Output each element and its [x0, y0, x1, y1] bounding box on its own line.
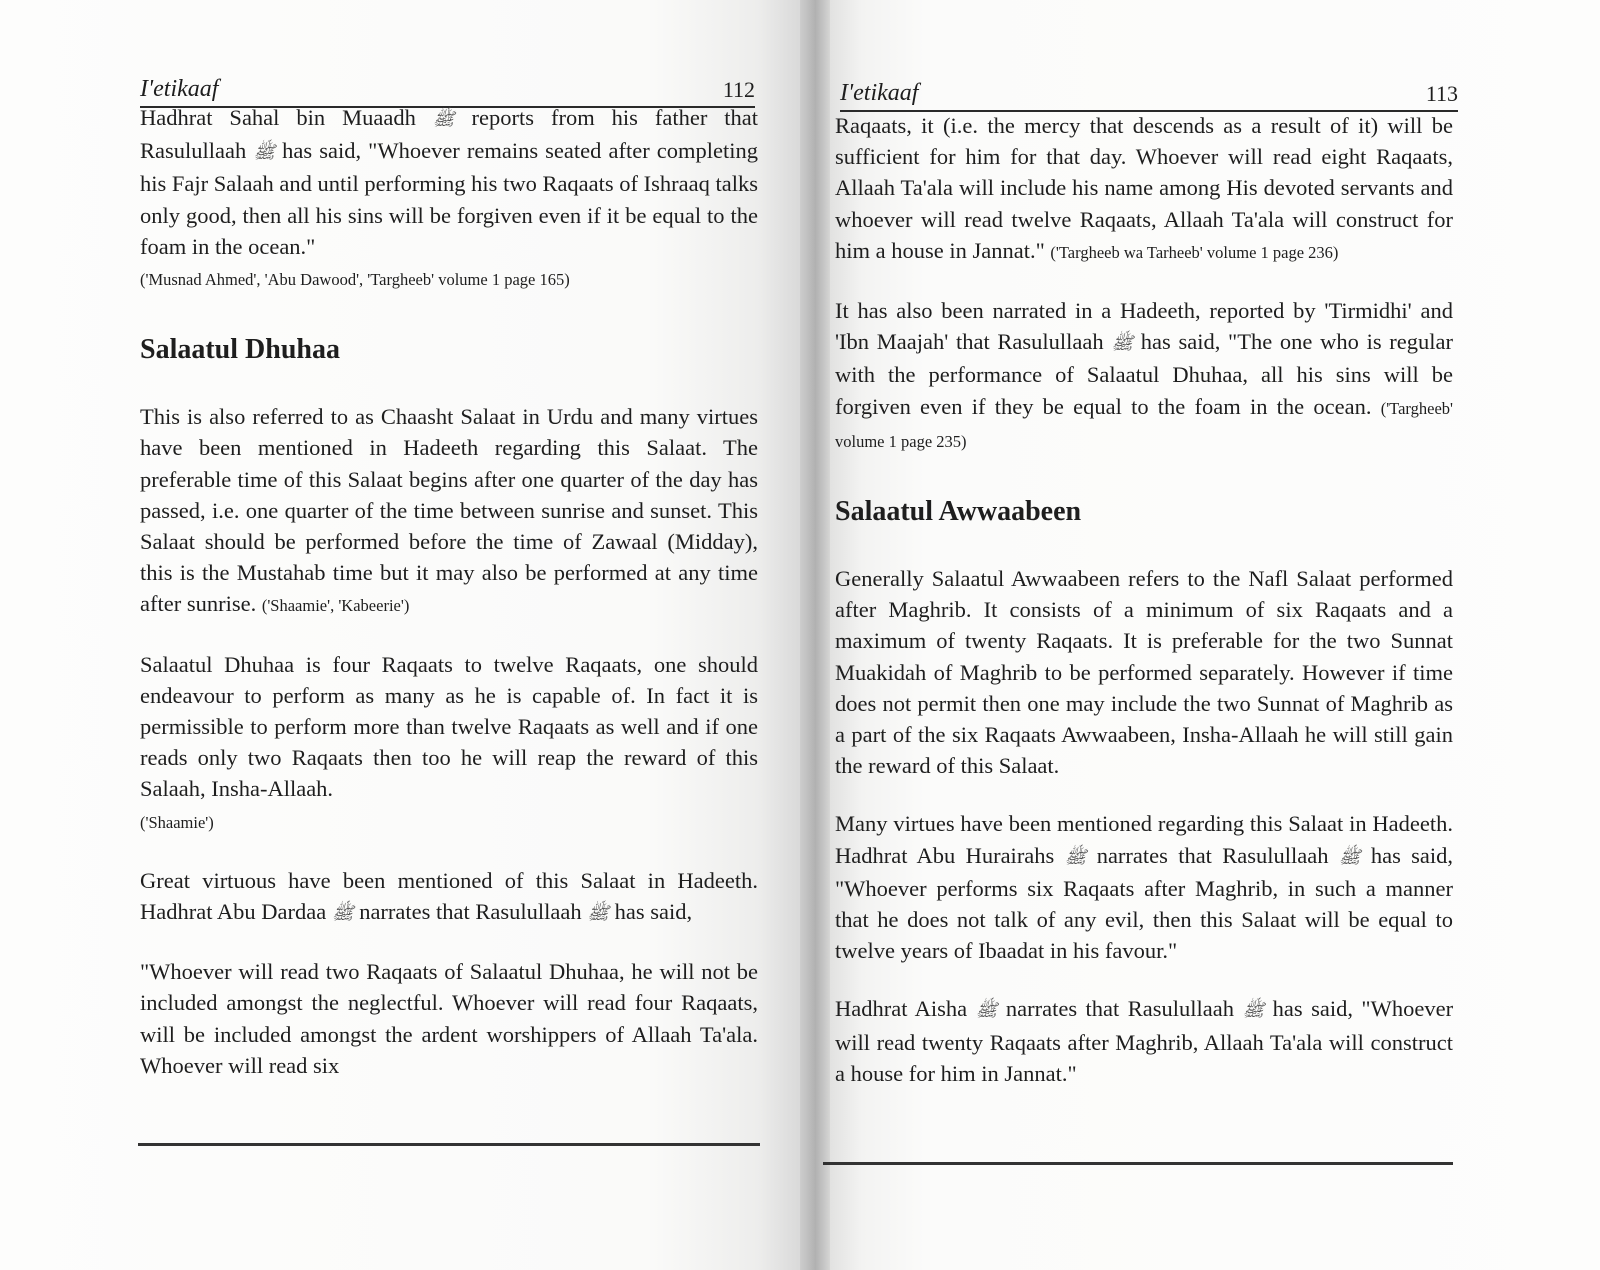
paragraph: Hadhrat Aisha ﷺ narrates that Rasulullaah ﷺ has said, "Whoever will read twenty Raqaats after Maghrib, Allaah Ta'ala will construct a house for him in Jannat.": [835, 996, 1454, 1086]
paragraph: Many virtues have been mentioned regarding this Salaat in Hadeeth. Hadhrat Abu Hurairahs ﷺ narrates that Rasulullaah ﷺ has said, "Whoever performs six Raqaats after Maghrib, in such a manner that he does not talk of any evil, then this Salaat will be equal to twelve years of Ibaadat in his favour.": [835, 811, 1454, 964]
right-body: [835, 110, 1453, 1089]
paragraph: It has also been narrated in a Hadeeth, reported by 'Tirmidhi' and 'Ibn Maajah' that Rasulullaah ﷺ has said, "The one who is regular with the performance of Salaatul Dhuhaa, all his sins will be forgiven even if they be equal to the foam in the ocean. ('Targheeb' volume 1 page 235): [835, 298, 1454, 451]
right-running-header: [840, 80, 1458, 112]
prophet-salutation-icon: ﷺ: [1111, 333, 1134, 354]
section-heading: Salaatul Awwaabeen: [835, 496, 1082, 528]
reference: ('Targheeb' volume 1 page 235): [835, 398, 1454, 451]
left-footer-rule: [138, 1143, 760, 1146]
paragraph: Great virtuous have been mentioned of this Salaat in Hadeeth. Hadhrat Abu Dardaa ﷺ narrates that Rasulullaah ﷺ has said,: [140, 867, 758, 925]
right-page-number: 113: [1425, 81, 1458, 106]
paragraph: This is also referred to as Chaasht Salaat in Urdu and many virtues have been mentioned in Hadeeth regarding this Salaat. The preferable time of this Salaat begins after one quarter of the day has passed, i.e. one quarter of the time between sunrise and sunset. This Salaat should be performed before the time of Zawaal (Midday), this is the Mustahab time but it may also be performed at any time after sunrise. ('Shaamie', 'Kabeerie'): [140, 404, 758, 617]
right-page: [815, 0, 1600, 1270]
book-spine-shadow: [800, 0, 830, 1270]
prophet-salutation-icon: ﷺ: [587, 903, 609, 924]
companion-salutation-icon: ﷺ: [331, 903, 354, 924]
prophet-salutation-icon: ﷺ: [253, 142, 276, 163]
paragraph: Hadhrat Sahal bin Muaadh ﷺ reports from his father that Rasulullaah ﷺ has said, "Whoever remains seated after completing his Fajr Salaah and until performing his two Raqaats of Ishraaq talks only good, then all his sins will be forgiven even if it be equal to the foam in the ocean." ('Musnad Ahmed', 'Abu Dawood', 'Targheeb' volume 1 page 165): [140, 105, 759, 290]
right-footer-rule: [823, 1162, 1453, 1165]
companion-salutation-icon: ﷺ: [432, 109, 455, 129]
left-body: [140, 102, 758, 1081]
reference: ('Targheeb wa Tarheeb' volume 1 page 236): [1050, 242, 1339, 262]
paragraph: Raqaats, it (i.e. the mercy that descends as a result of it) will be sufficient for him for that day. Whoever will read eight Raqaats, Allaah Ta'ala will include his name among His devoted servants and whoever will read twelve Raqaats, Allaah Ta'ala will construct for him a house in Jannat." ('Targheeb wa Tarheeb' volume 1 page 236): [835, 113, 1453, 263]
reference: ('Musnad Ahmed', 'Abu Dawood', 'Targheeb' volume 1 page 165): [140, 270, 570, 290]
prophet-salutation-icon: ﷺ: [1242, 1000, 1265, 1021]
reference: ('Shaamie'): [140, 812, 214, 832]
section-heading: Salaatul Dhuhaa: [140, 334, 340, 366]
right-header-title: I'etikaaf: [840, 80, 919, 106]
paragraph: "Whoever will read two Raqaats of Salaatul Dhuhaa, he will not be included amongst the neglectful. Whoever will read four Raqaats, will be included amongst the ardent worshippers of Allaah Ta'ala. Whoever will read six: [140, 959, 758, 1078]
left-page-number: 112: [722, 77, 755, 102]
paragraph: Salaatul Dhuhaa is four Raqaats to twelve Raqaats, one should endeavour to perform as many as he is capable of. In fact it is permissible to perform more than twelve Raqaats as well and if one reads only two Raqaats then too he will reap the reward of this Salaah, Insha-Allaah. ('Shaamie'): [140, 651, 758, 832]
reference: ('Shaamie', 'Kabeerie'): [261, 596, 410, 616]
companion-salutation-icon: ﷺ: [1064, 846, 1087, 867]
prophet-salutation-icon: ﷺ: [1338, 846, 1361, 867]
left-header-title: I'etikaaf: [140, 76, 219, 102]
companion-salutation-icon: ﷺ: [975, 1000, 998, 1021]
paragraph: Generally Salaatul Awwaabeen refers to the Nafl Salaat performed after Maghrib. It consists of a minimum of six Raqaats and a maximum of twenty Raqaats. It is preferable for the two Sunnat Muakidah of Maghrib to be performed separately. However if time does not permit then one may include the two Sunnat of Maghrib as a part of the six Raqaats Awwaabeen, Insha-Allaah he will still gain the reward of this Salaat.: [835, 566, 1453, 779]
